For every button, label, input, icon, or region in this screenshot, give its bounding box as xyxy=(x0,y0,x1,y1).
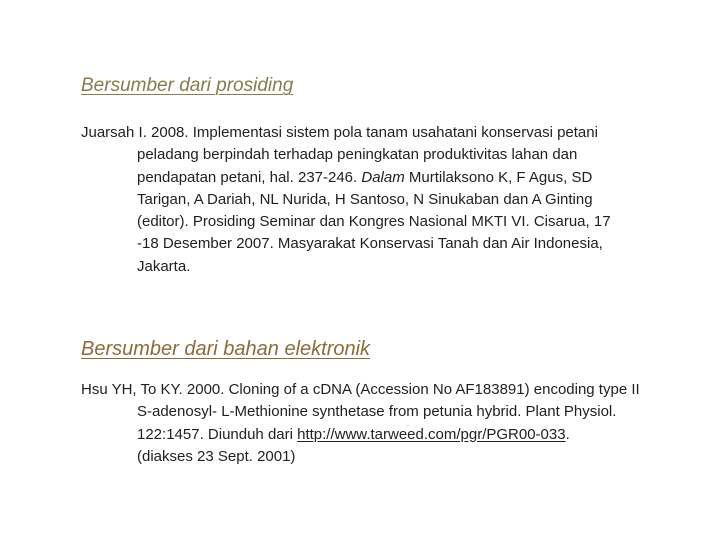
citation-line xyxy=(81,424,681,446)
section-heading-electronic: Bersumber dari bahan elektronik xyxy=(81,338,371,360)
citation-line: (diakses 23 Sept. 2001) xyxy=(137,447,296,465)
citation-line: Hsu YH, To KY. 2000. Cloning of a cDNA (Accession No AF183891) encoding type II xyxy=(81,381,640,398)
citation-line: -18 Desember 2007. Masyarakat Konservasi Tanah dan Air Indonesia, xyxy=(137,235,603,253)
section-heading-proceedings: Bersumber dari prosiding xyxy=(81,75,294,96)
citation-line: Jakarta. xyxy=(137,257,191,275)
italic-word: Dalam xyxy=(361,168,405,186)
citation-line: (editor). Prosiding Seminar dan Kongres Nasional MKTI VI. Cisarua, 17 xyxy=(137,213,611,231)
citation-text: . xyxy=(565,425,570,443)
citation-text: pendapatan petani, hal. 237-246. xyxy=(137,168,362,186)
citation-line: Tarigan, A Dariah, NL Nurida, H Santoso, N Sinukaban dan A Ginting xyxy=(137,190,593,208)
citation-line: peladang berpindah terhadap peningkatan produktivitas lahan dan xyxy=(137,146,578,164)
citation-line: S-adenosyl- L-Methionine synthetase from petunia hybrid. Plant Physiol. xyxy=(137,403,617,421)
citation-proceedings xyxy=(81,122,681,278)
source-url-link[interactable]: http://www.tarweed.com/pgr/PGR00-033 xyxy=(297,425,566,443)
citation-text: 122:1457. Diunduh dari xyxy=(137,425,298,443)
citation-text: Murtilaksono K, F Agus, SD xyxy=(404,168,593,186)
citation-line xyxy=(81,167,681,189)
citation-electronic xyxy=(81,379,681,468)
citation-line: Juarsah I. 2008. Implementasi sistem pola tanam usahatani konservasi petani xyxy=(81,124,598,141)
